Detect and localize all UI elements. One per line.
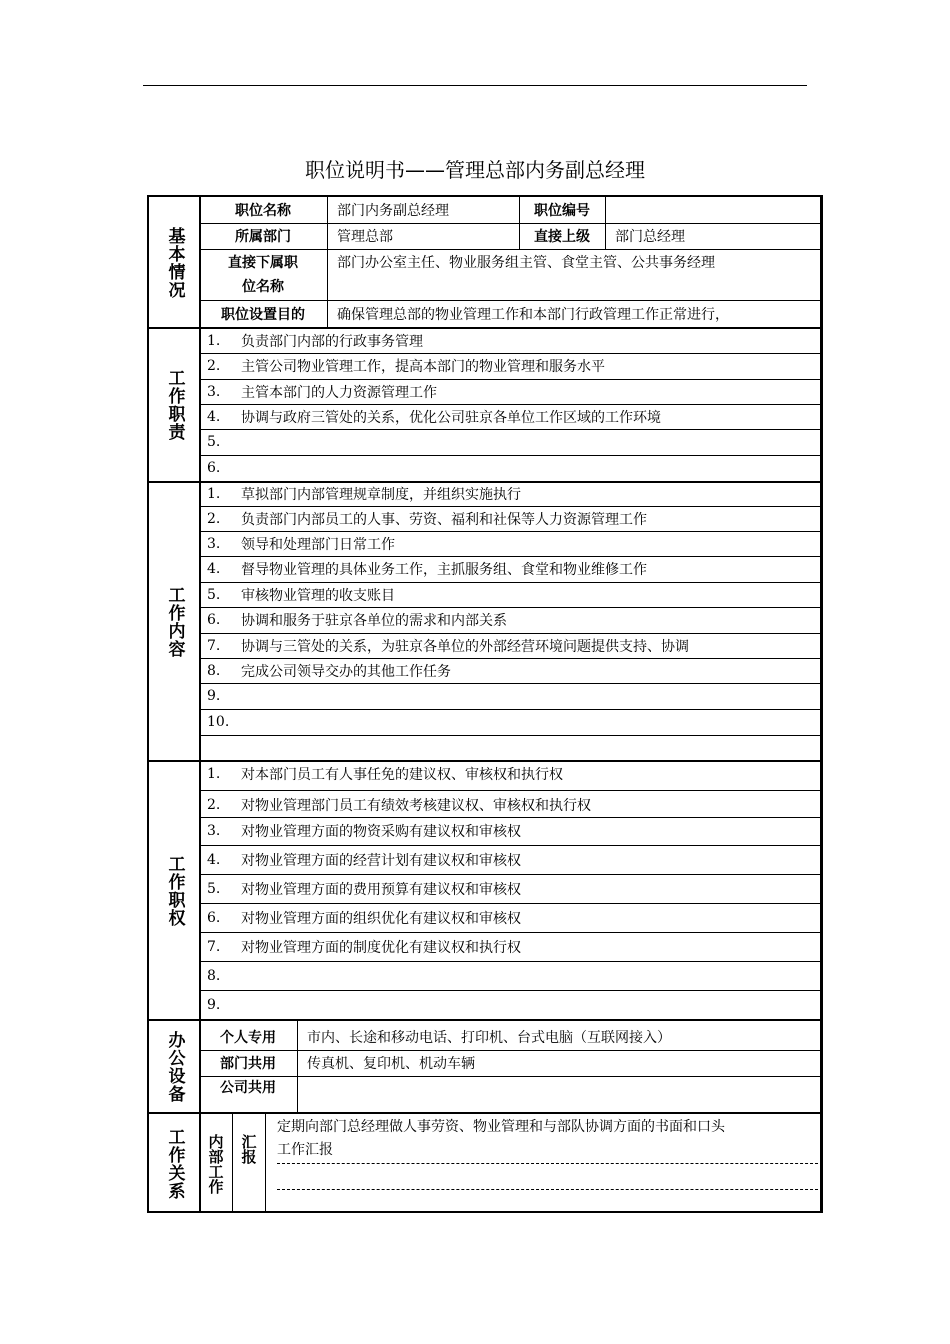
superior-label: 直接上级 <box>534 229 590 245</box>
content-item <box>207 735 241 760</box>
equipment-personal-label: 个人专用 <box>220 1029 276 1046</box>
duty-item: 1. 负责部门内部的行政事务管理 <box>207 332 423 350</box>
report-text-line1: 定期向部门总经理做人事劳资、物业管理和与部队协调方面的书面和口头 <box>277 1119 725 1135</box>
authority-item: 2. 对物业管理部门员工有绩效考核建议权、审核权和执行权 <box>207 797 591 814</box>
section-equipment-label: 办公设备 <box>164 1031 185 1103</box>
authority-item: 4. 对物业管理方面的经营计划有建议权和审核权 <box>207 851 521 869</box>
job-name-label: 职位名称 <box>235 203 291 219</box>
subordinates-value: 部门办公室主任、物业服务组主管、食堂主管、公共事务经理 <box>337 255 715 271</box>
duty-item: 5. <box>207 434 221 450</box>
job-code-label: 职位编号 <box>534 203 590 219</box>
section-relations-label: 工作关系 <box>164 1127 185 1200</box>
authority-item: 9. <box>207 996 221 1013</box>
internal-work-label: 内部工作 <box>206 1133 225 1194</box>
section-content-label: 工作内容 <box>164 585 185 658</box>
content-item: 7. 协调与三管处的关系，为驻京各单位的外部经营环境问题提供支持、协调 <box>207 637 689 655</box>
purpose-value: 确保管理总部的物业管理工作和本部门行政管理工作正常进行， <box>337 306 729 323</box>
superior-value: 部门总经理 <box>615 229 685 245</box>
authority-item: 7. 对物业管理方面的制度优化有建议权和执行权 <box>207 938 521 956</box>
report-text-line2: 工作汇报 <box>277 1142 333 1158</box>
department-value: 管理总部 <box>337 229 393 245</box>
content-item: 10. <box>207 714 230 730</box>
duty-item: 4. 协调与政府三管处的关系，优化公司驻京各单位工作区域的工作环境 <box>207 408 661 426</box>
section-duties-label: 工作职责 <box>164 369 185 441</box>
duty-item: 3. 主管本部门的人力资源管理工作 <box>207 383 437 401</box>
content-item: 3. 领导和处理部门日常工作 <box>207 535 395 553</box>
content-item: 4. 督导物业管理的具体业务工作，主抓服务组、食堂和物业维修工作 <box>207 561 647 578</box>
content-item: 6. 协调和服务于驻京各单位的需求和内部关系 <box>207 612 507 629</box>
authority-item: 8. <box>207 967 221 984</box>
content-item: 5. 审核物业管理的收支账目 <box>207 586 395 604</box>
duty-item: 2. 主管公司物业管理工作，提高本部门的物业管理和服务水平 <box>207 358 605 375</box>
equipment-personal-value: 市内、长途和移动电话、打印机、台式电脑（互联网接入） <box>307 1029 671 1046</box>
equipment-dept-value: 传真机、复印机、机动车辆 <box>307 1056 475 1072</box>
job-name-value: 部门内务副总经理 <box>337 203 449 219</box>
content-item: 9. <box>207 688 221 704</box>
equipment-company-label: 公司共用 <box>220 1080 276 1096</box>
authority-item: 1. 对本部门员工有人事任免的建议权、审核权和执行权 <box>207 765 563 783</box>
content-item: 1. 草拟部门内部管理规章制度，并组织实施执行 <box>207 486 521 503</box>
section-basic-label: 基本情况 <box>164 226 185 299</box>
authority-item: 6. 对物业管理方面的组织优化有建议权和审核权 <box>207 909 521 927</box>
subordinates-label: 直接下属职位名称 <box>228 254 298 295</box>
page-title: 职位说明书——管理总部内务副总经理 <box>305 158 645 182</box>
header-rule <box>143 85 807 86</box>
department-label: 所属部门 <box>235 229 291 245</box>
report-label: 汇报 <box>239 1134 258 1164</box>
equipment-dept-label: 部门共用 <box>220 1056 276 1072</box>
authority-item: 5. 对物业管理方面的费用预算有建议权和审核权 <box>207 880 521 898</box>
content-item: 8. 完成公司领导交办的其他工作任务 <box>207 662 451 680</box>
content-item: 2. 负责部门内部员工的人事、劳资、福利和社保等人力资源管理工作 <box>207 510 647 528</box>
duty-item: 6. <box>207 460 221 476</box>
authority-item: 3. 对物业管理方面的物资采购有建议权和审核权 <box>207 823 521 840</box>
section-authority-label: 工作职权 <box>164 854 185 927</box>
purpose-label: 职位设置目的 <box>221 306 305 323</box>
job-description-table <box>147 195 823 1213</box>
